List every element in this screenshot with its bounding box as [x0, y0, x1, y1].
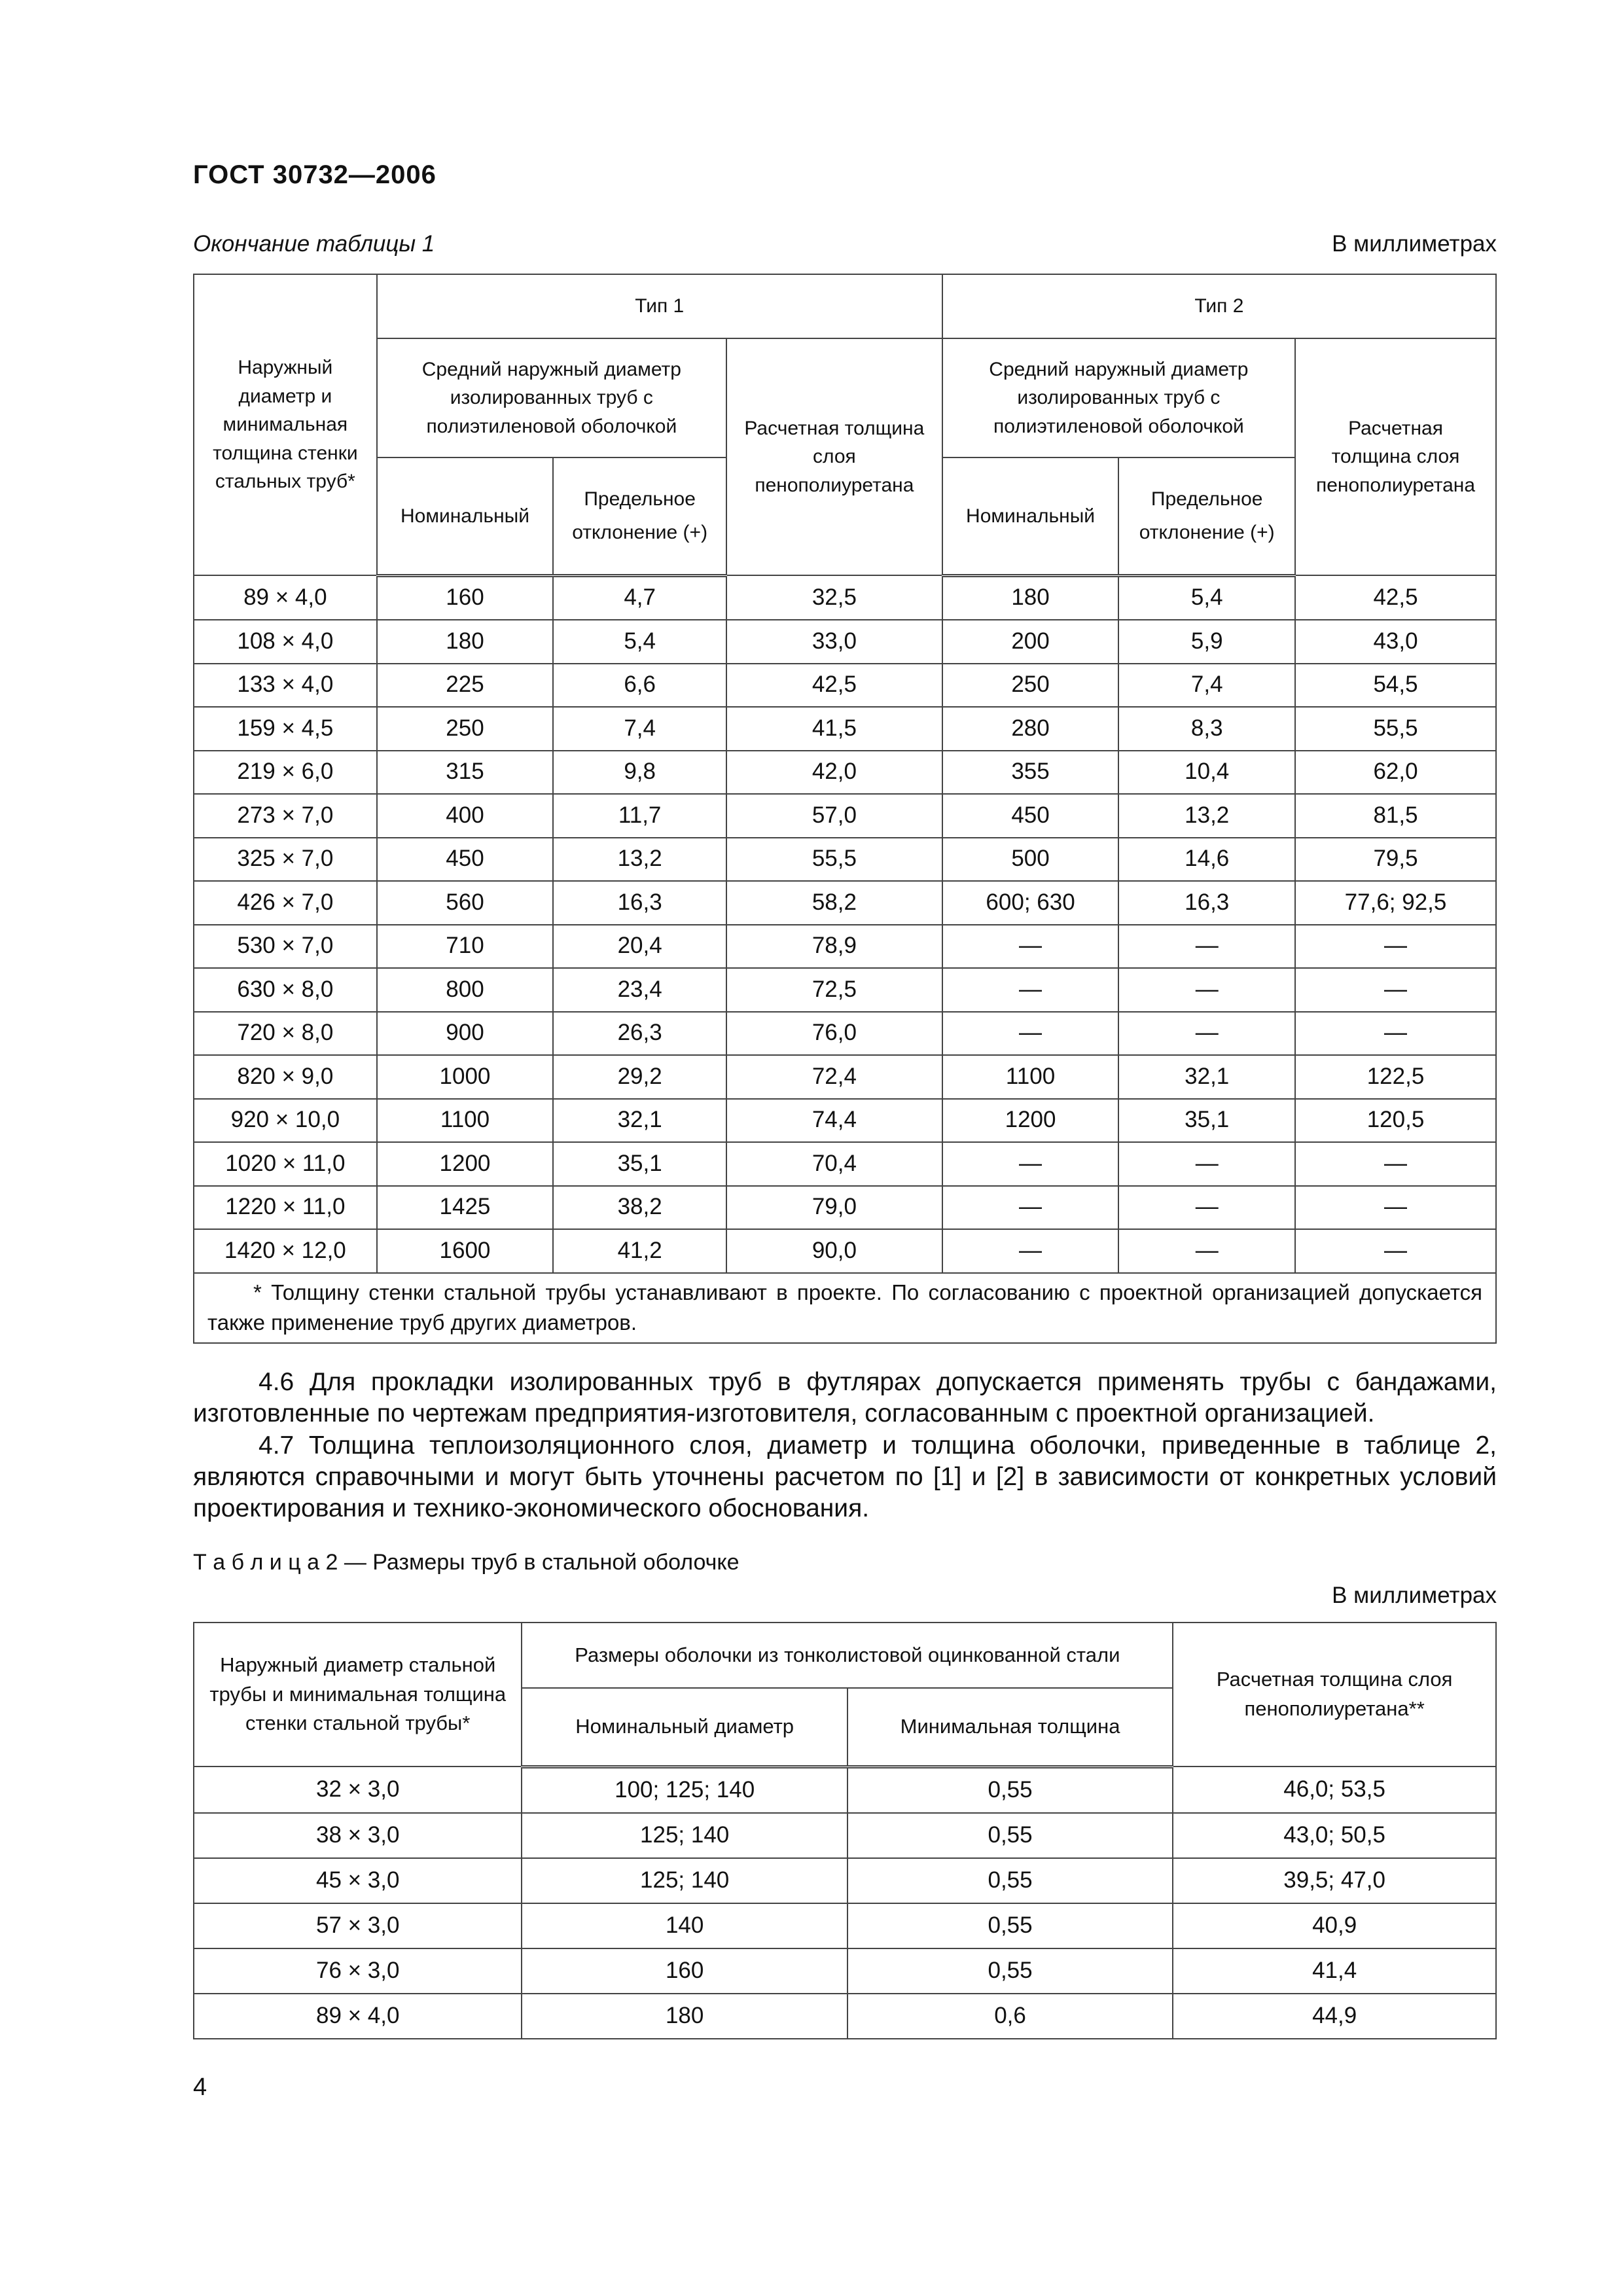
t1-cell: 8,3 [1118, 707, 1295, 751]
t1-cell: 720 × 8,0 [194, 1012, 377, 1056]
t1-cell: 7,4 [1118, 664, 1295, 708]
t1-cell: 1100 [377, 1099, 554, 1143]
paragraph-4-6: 4.6 Для прокладки изолированных труб в футлярах допускается применять трубы с бандажами, изготовленные по чертежам предприятия-изготовителя, согласованным с проектной организацией. [193, 1368, 1497, 1427]
t2-row [194, 1994, 1496, 2039]
t1-cell: 42,5 [1295, 575, 1496, 620]
t1-cell: — [942, 1229, 1119, 1273]
t1-row [194, 1012, 1496, 1056]
t1-cell: — [1118, 1012, 1295, 1056]
t1-row [194, 1229, 1496, 1273]
table2-units: В миллиметрах [1332, 1583, 1497, 1608]
t1-cell: 800 [377, 968, 554, 1012]
t1-cell: 325 × 7,0 [194, 838, 377, 882]
t2-cell: 40,9 [1173, 1903, 1496, 1948]
t1-cell: 355 [942, 751, 1119, 795]
t1-cell: 400 [377, 794, 554, 838]
t1-cell: 32,1 [1118, 1055, 1295, 1099]
t1-cell: 33,0 [726, 620, 942, 664]
t1-cell: 108 × 4,0 [194, 620, 377, 664]
t1-cell: 78,9 [726, 925, 942, 969]
t2-cell: 0,55 [847, 1903, 1173, 1948]
t1-header-type2: Тип 2 [942, 274, 1496, 338]
t1-cell: — [1118, 968, 1295, 1012]
page-number: 4 [193, 2073, 207, 2101]
t1-cell: 250 [942, 664, 1119, 708]
t1-cell: 58,2 [726, 881, 942, 925]
t1-header-pipe: Наружный диаметр и минимальная толщина стенки стальных труб* [194, 274, 377, 575]
t1-cell: — [1118, 1229, 1295, 1273]
t1-cell: 23,4 [553, 968, 726, 1012]
t2-cell: 39,5; 47,0 [1173, 1858, 1496, 1903]
t2-header-min-thickness: Минимальная толщина [847, 1688, 1173, 1767]
t1-cell: 79,0 [726, 1186, 942, 1230]
t1-cell: 5,4 [1118, 575, 1295, 620]
t1-cell: — [1118, 1186, 1295, 1230]
t1-cell: 72,5 [726, 968, 942, 1012]
t1-cell: 41,5 [726, 707, 942, 751]
t1-cell: 41,2 [553, 1229, 726, 1273]
t2-cell: 43,0; 50,5 [1173, 1813, 1496, 1858]
t2-header-layer: Расчетная толщина слоя пенополиуретана** [1173, 1623, 1496, 1767]
t1-cell: 35,1 [1118, 1099, 1295, 1143]
t1-cell: — [942, 1142, 1119, 1186]
t1-cell: 74,4 [726, 1099, 942, 1143]
t1-header-deviation-type1: Предельное отклонение (+) [553, 457, 726, 575]
t1-cell: 1100 [942, 1055, 1119, 1099]
t2-cell: 32 × 3,0 [194, 1767, 522, 1813]
t1-cell: — [1295, 1142, 1496, 1186]
table1-caption: Окончание таблицы 1 [193, 231, 435, 257]
t1-cell: — [1295, 1012, 1496, 1056]
t2-cell: 44,9 [1173, 1994, 1496, 2039]
t1-cell: 43,0 [1295, 620, 1496, 664]
t1-cell: 11,7 [553, 794, 726, 838]
t1-row [194, 838, 1496, 882]
t1-cell: — [942, 925, 1119, 969]
t1-cell: 1220 × 11,0 [194, 1186, 377, 1230]
table1 [193, 274, 1497, 1344]
t2-row [194, 1767, 1496, 1813]
t2-cell: 125; 140 [522, 1813, 847, 1858]
t1-cell: 5,4 [553, 620, 726, 664]
t1-cell: 1425 [377, 1186, 554, 1230]
t1-cell: 26,3 [553, 1012, 726, 1056]
t2-cell: 89 × 4,0 [194, 1994, 522, 2039]
t1-cell: 225 [377, 664, 554, 708]
t1-cell: 4,7 [553, 575, 726, 620]
t2-cell: 0,55 [847, 1858, 1173, 1903]
t1-cell: 180 [942, 575, 1119, 620]
t2-cell: 45 × 3,0 [194, 1858, 522, 1903]
t1-row [194, 575, 1496, 620]
t1-cell: 79,5 [1295, 838, 1496, 882]
t1-cell: 70,4 [726, 1142, 942, 1186]
t1-row [194, 1186, 1496, 1230]
table1-units: В миллиметрах [1332, 231, 1497, 257]
t1-cell: 77,6; 92,5 [1295, 881, 1496, 925]
t1-cell: — [942, 968, 1119, 1012]
t1-cell: 1200 [942, 1099, 1119, 1143]
t1-cell: 5,9 [1118, 620, 1295, 664]
t1-cell: 32,1 [553, 1099, 726, 1143]
t1-cell: 72,4 [726, 1055, 942, 1099]
t1-cell: 500 [942, 838, 1119, 882]
t1-cell: 89 × 4,0 [194, 575, 377, 620]
t1-cell: 122,5 [1295, 1055, 1496, 1099]
t1-cell: 57,0 [726, 794, 942, 838]
t1-cell: 55,5 [726, 838, 942, 882]
t1-cell: 250 [377, 707, 554, 751]
t1-cell: 920 × 10,0 [194, 1099, 377, 1143]
t2-cell: 100; 125; 140 [522, 1767, 847, 1813]
t1-cell: 450 [942, 794, 1119, 838]
t1-cell: 7,4 [553, 707, 726, 751]
t1-cell: 133 × 4,0 [194, 664, 377, 708]
t1-row [194, 1142, 1496, 1186]
t2-cell: 140 [522, 1903, 847, 1948]
t1-cell: — [1118, 1142, 1295, 1186]
t1-cell: 315 [377, 751, 554, 795]
t1-cell: 273 × 7,0 [194, 794, 377, 838]
table2 [193, 1622, 1497, 2039]
t2-cell: 0,55 [847, 1948, 1173, 1994]
t1-cell: — [1295, 968, 1496, 1012]
t2-cell: 41,4 [1173, 1948, 1496, 1994]
t1-cell: 1020 × 11,0 [194, 1142, 377, 1186]
t1-cell: 1200 [377, 1142, 554, 1186]
t1-cell: — [1295, 1186, 1496, 1230]
t1-row [194, 881, 1496, 925]
t1-cell: 38,2 [553, 1186, 726, 1230]
document-code: ГОСТ 30732—2006 [193, 160, 437, 189]
t2-row [194, 1858, 1496, 1903]
t1-header-layer-type1: Расчетная толщина слоя пенополиуретана [726, 338, 942, 575]
t1-row [194, 707, 1496, 751]
t1-cell: 560 [377, 881, 554, 925]
t1-header-layer-type2: Расчетная толщина слоя пенополиуретана [1295, 338, 1496, 575]
table2-caption: Т а б л и ц а 2 — Размеры труб в стальной оболочке [193, 1550, 740, 1575]
t2-row [194, 1903, 1496, 1948]
paragraph-4-7: 4.7 Толщина теплоизоляционного слоя, диаметр и толщина оболочки, приведенные в таблице 2, являются справочными и могут быть уточнены расчетом по [1] и [2] в зависимости от конкретных условий проектирования и технико-экономического обоснования. [193, 1431, 1497, 1522]
t1-cell: 426 × 7,0 [194, 881, 377, 925]
t2-cell: 38 × 3,0 [194, 1813, 522, 1858]
t1-cell: 6,6 [553, 664, 726, 708]
t2-cell: 57 × 3,0 [194, 1903, 522, 1948]
t1-cell: 219 × 6,0 [194, 751, 377, 795]
t2-cell: 0,55 [847, 1767, 1173, 1813]
t1-cell: 10,4 [1118, 751, 1295, 795]
t2-cell: 160 [522, 1948, 847, 1994]
t1-cell: 9,8 [553, 751, 726, 795]
t1-cell: 16,3 [1118, 881, 1295, 925]
t1-row [194, 1099, 1496, 1143]
t1-cell: 280 [942, 707, 1119, 751]
t1-cell: 76,0 [726, 1012, 942, 1056]
t1-row [194, 620, 1496, 664]
t1-cell: 900 [377, 1012, 554, 1056]
t1-cell: 55,5 [1295, 707, 1496, 751]
t1-cell: 180 [377, 620, 554, 664]
t1-cell: 1000 [377, 1055, 554, 1099]
t1-cell: 54,5 [1295, 664, 1496, 708]
t2-row [194, 1813, 1496, 1858]
t1-cell: 710 [377, 925, 554, 969]
t2-cell: 76 × 3,0 [194, 1948, 522, 1994]
t1-cell: 20,4 [553, 925, 726, 969]
t1-cell: — [942, 1186, 1119, 1230]
t1-cell: 450 [377, 838, 554, 882]
t1-cell: 159 × 4,5 [194, 707, 377, 751]
t1-cell: 16,3 [553, 881, 726, 925]
t1-cell: — [1118, 925, 1295, 969]
t1-cell: — [1295, 925, 1496, 969]
t1-cell: 160 [377, 575, 554, 620]
t1-cell: 600; 630 [942, 881, 1119, 925]
t1-cell: 62,0 [1295, 751, 1496, 795]
t1-cell: 820 × 9,0 [194, 1055, 377, 1099]
t1-row [194, 1055, 1496, 1099]
t1-header-avg-diam-type2: Средний наружный диаметр изолированных труб с полиэтиленовой оболочкой [942, 338, 1295, 457]
t2-cell: 46,0; 53,5 [1173, 1767, 1496, 1813]
t2-cell: 125; 140 [522, 1858, 847, 1903]
t1-cell: 13,2 [553, 838, 726, 882]
table1-footnote: * Толщину стенки стальной трубы устанавливают в проекте. По согласованию с проектной организацией допускается также применение труб других диаметров. [194, 1273, 1496, 1344]
t1-cell: 32,5 [726, 575, 942, 620]
t2-cell: 180 [522, 1994, 847, 2039]
t1-header-nominal-type2: Номинальный [942, 457, 1119, 575]
t1-header-avg-diam-type1: Средний наружный диаметр изолированных труб с полиэтиленовой оболочкой [377, 338, 726, 457]
t1-cell: 120,5 [1295, 1099, 1496, 1143]
t2-header-pipe: Наружный диаметр стальной трубы и минимальная толщина стенки стальной трубы* [194, 1623, 522, 1767]
t2-header-nominal-diam: Номинальный диаметр [522, 1688, 847, 1767]
t2-cell: 0,55 [847, 1813, 1173, 1858]
t1-cell: 81,5 [1295, 794, 1496, 838]
t1-cell: — [942, 1012, 1119, 1056]
t1-cell: 42,5 [726, 664, 942, 708]
t1-header-nominal-type1: Номинальный [377, 457, 554, 575]
t1-cell: 35,1 [553, 1142, 726, 1186]
t1-cell: 530 × 7,0 [194, 925, 377, 969]
t2-cell: 0,6 [847, 1994, 1173, 2039]
t1-cell: 14,6 [1118, 838, 1295, 882]
t1-header-type1: Тип 1 [377, 274, 942, 338]
t1-cell: 42,0 [726, 751, 942, 795]
t1-cell: 13,2 [1118, 794, 1295, 838]
t1-cell: 90,0 [726, 1229, 942, 1273]
t1-row [194, 968, 1496, 1012]
t1-row [194, 925, 1496, 969]
t1-cell: 200 [942, 620, 1119, 664]
t2-header-shell: Размеры оболочки из тонколистовой оцинкованной стали [522, 1623, 1173, 1688]
t1-row [194, 751, 1496, 795]
t1-row [194, 794, 1496, 838]
t1-header-deviation-type2: Предельное отклонение (+) [1118, 457, 1295, 575]
t1-cell: 1600 [377, 1229, 554, 1273]
t2-row [194, 1948, 1496, 1994]
t1-cell: 29,2 [553, 1055, 726, 1099]
t1-cell: 630 × 8,0 [194, 968, 377, 1012]
t1-cell: 1420 × 12,0 [194, 1229, 377, 1273]
t1-row [194, 664, 1496, 708]
t1-cell: — [1295, 1229, 1496, 1273]
